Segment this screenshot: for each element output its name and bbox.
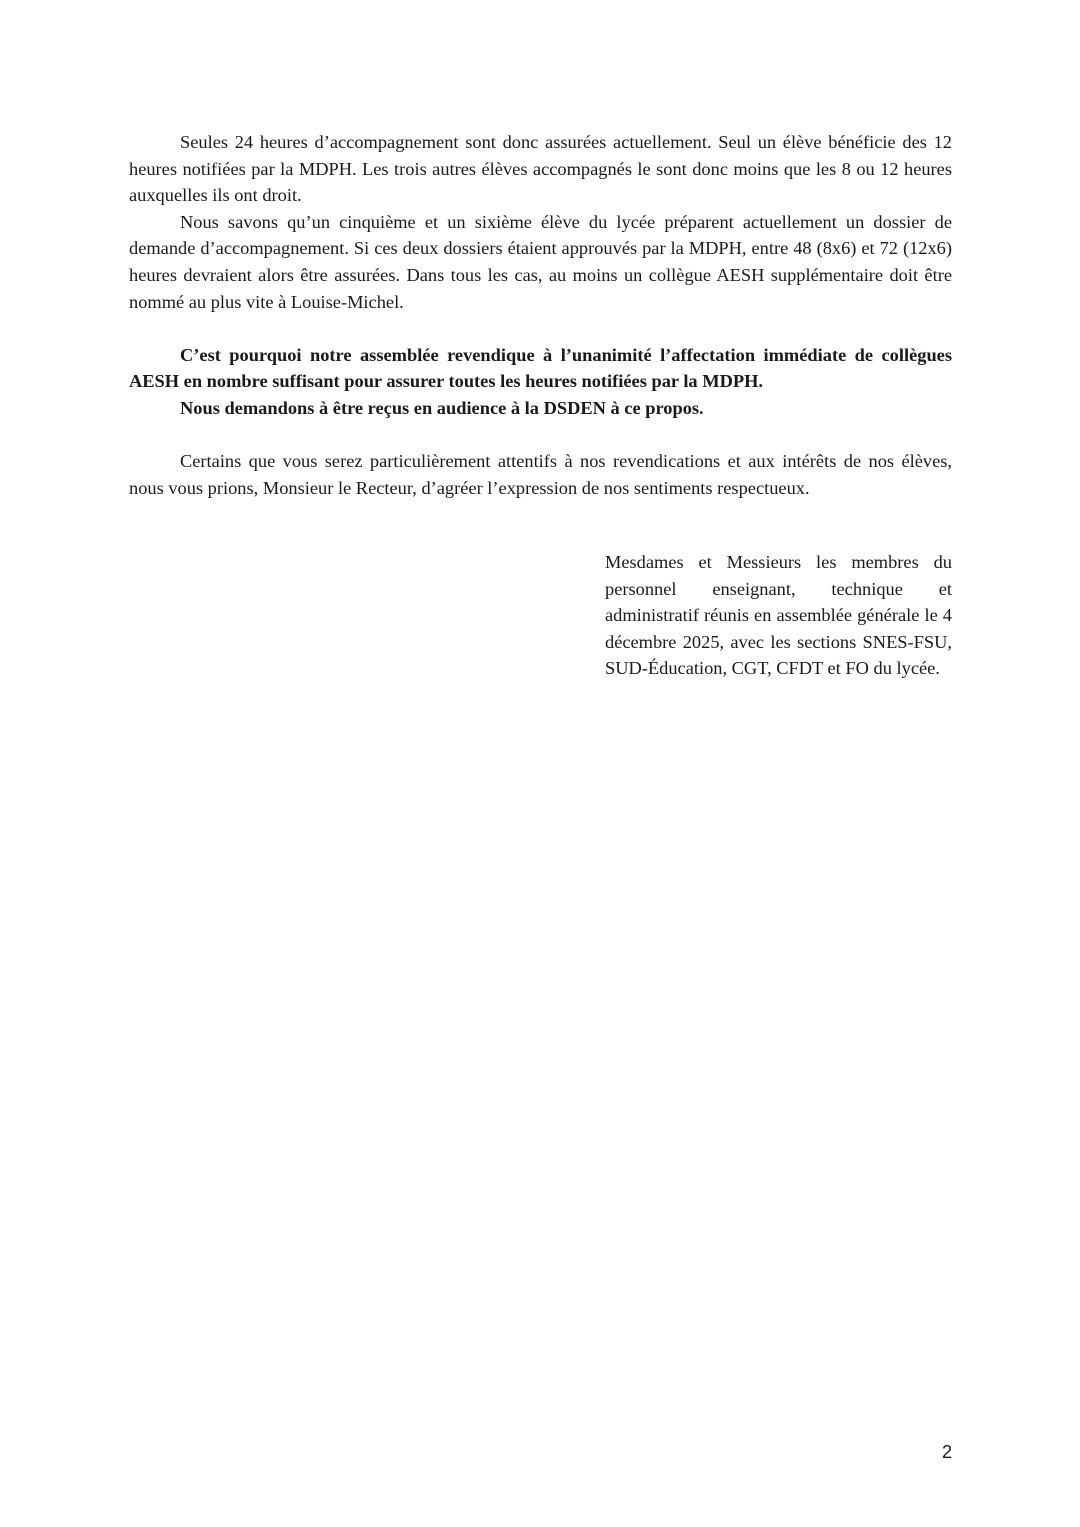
page-number: 2 (941, 1442, 952, 1462)
paragraph-demand: C’est pourquoi notre assemblée revendique à l’unanimité l’affectation immédiate de collègues AESH en nombre suffisant pour assurer toutes les heures notifiées par la MDPH. (129, 344, 952, 392)
paragraph-closing: Certains que vous serez particulièrement attentifs à nos revendications et aux intérêts de nos élèves, nous vous prions, Monsieur le Recteur, d’agréer l’expression de nos sentiments respectueux. (129, 451, 952, 498)
letter-body (129, 129, 952, 501)
paragraph-new-requests: Nous savons qu’un cinquième et un sixième élève du lycée préparent actuellement un dossier de demande d’accompagnement. Si ces deux dossiers étaient approuvés par la MDPH, entre 48 (8x6) et 72 (12x6) heures devraient alors être assurées. Dans tous les cas, au moins un collègue AESH supplémentaire doit être nommé au plus vite à Louise-Michel. (129, 211, 952, 312)
paragraph-hours-status: Seules 24 heures d’accompagnement sont donc assurées actuellement. Seul un élève bénéficie des 12 heures notifiées par la MDPH. Les trois autres élèves accompagnés le sont donc moins que les 8 ou 12 heures auxquelles ils ont droit. (129, 132, 952, 206)
paragraph-audience-request: Nous demandons à être reçus en audience à la DSDEN à ce propos. (180, 397, 704, 418)
signature-block: Mesdames et Messieurs les membres du personnel enseignant, technique et administratif réunis en assemblée générale le 4 décembre 2025, avec les sections SNES-FSU, SUD-Éducation, CGT, CFDT et FO du lycée. (605, 552, 952, 679)
